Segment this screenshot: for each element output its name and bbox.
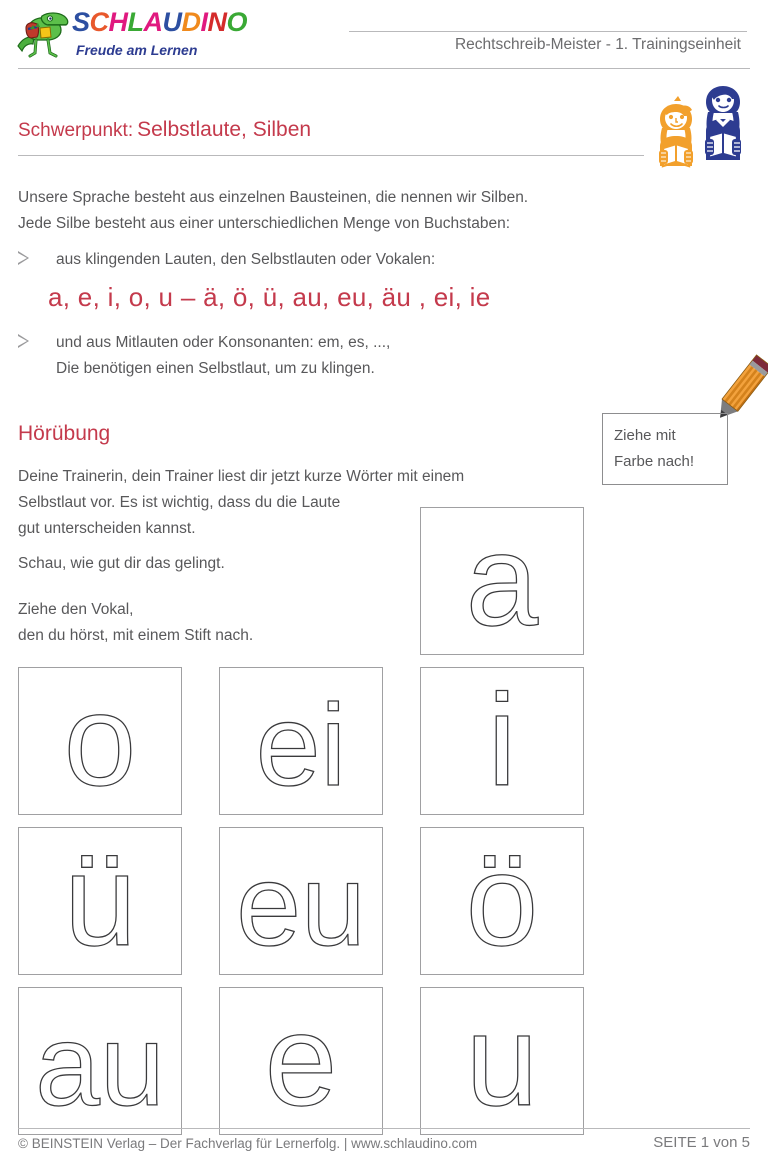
note-text bbox=[614, 423, 724, 475]
brand-letter-2: H bbox=[108, 7, 128, 37]
brand-letter-7: I bbox=[200, 7, 208, 37]
letter-glyph-ei: ei bbox=[255, 679, 347, 810]
brand-letter-4: A bbox=[143, 7, 163, 37]
brand-letter-5: U bbox=[162, 7, 182, 37]
letter-card-i[interactable] bbox=[420, 667, 584, 815]
focus-value: Selbstlaute, Silben bbox=[137, 118, 312, 141]
brand-letter-3: L bbox=[127, 7, 144, 37]
focus-heading bbox=[18, 118, 311, 142]
letter-card-o[interactable] bbox=[18, 667, 182, 815]
letter-card-ü[interactable] bbox=[18, 827, 182, 975]
intro-line-2: Jede Silbe besteht aus einer unterschiedlichen Menge von Buchstaben: bbox=[18, 215, 511, 232]
brand-wordmark bbox=[72, 9, 247, 36]
intro-paragraph bbox=[18, 185, 638, 237]
letter-glyph-eu: eu bbox=[236, 839, 366, 970]
brand-letter-6: D bbox=[181, 7, 201, 37]
brand-letter-0: S bbox=[72, 7, 90, 37]
exercise-p1-line-3: gut unterscheiden kannst. bbox=[18, 520, 196, 537]
triangle-bullet-icon bbox=[18, 251, 29, 265]
letter-card-e[interactable] bbox=[219, 987, 383, 1135]
letter-glyph-o: o bbox=[63, 668, 137, 813]
focus-divider bbox=[18, 155, 644, 156]
letter-card-au[interactable] bbox=[18, 987, 182, 1135]
letter-glyph-i: i bbox=[487, 668, 517, 813]
letter-card-u[interactable] bbox=[420, 987, 584, 1135]
brand-tagline: Freude am Lernen bbox=[76, 42, 198, 58]
header-divider-bottom bbox=[18, 68, 750, 69]
bullet-1-text: aus klingenden Lauten, den Selbstlauten oder Vokalen: bbox=[56, 251, 436, 268]
crocodile-icon bbox=[14, 6, 70, 64]
brand-letter-8: N bbox=[207, 7, 227, 37]
focus-label: Schwerpunkt: bbox=[18, 120, 134, 141]
bullet-item-vowels bbox=[18, 247, 718, 273]
exercise-p3-line-2: den du hörst, mit einem Stift nach. bbox=[18, 627, 254, 644]
letter-glyph-u: u bbox=[465, 988, 539, 1133]
two-children-reading-icon bbox=[648, 86, 754, 168]
exercise-p1-line-2: Selbstlaut vor. Es ist wichtig, dass du die Laute bbox=[18, 494, 341, 511]
letter-glyph-ö: ö bbox=[465, 828, 539, 973]
header-divider-top bbox=[349, 31, 747, 32]
letter-glyph-e: e bbox=[264, 988, 338, 1133]
note-line-2: Farbe nach! bbox=[614, 453, 695, 470]
letter-card-a[interactable] bbox=[420, 507, 584, 655]
exercise-p1-line-1: Deine Trainerin, dein Trainer liest dir jetzt kurze Wörter mit einem bbox=[18, 468, 465, 485]
brand-logo bbox=[14, 4, 264, 66]
letter-card-ö[interactable] bbox=[420, 827, 584, 975]
footer-copyright: © BEINSTEIN Verlag – Der Fachverlag für Lernerfolg. | www.schlaudino.com bbox=[18, 1136, 478, 1151]
vowel-list: a, e, i, o, u – ä, ö, ü, au, eu, äu , ei, ie bbox=[48, 282, 491, 312]
bullet-item-consonants bbox=[18, 330, 718, 382]
letter-card-ei[interactable] bbox=[219, 667, 383, 815]
exercise-p3-line-1: Ziehe den Vokal, bbox=[18, 601, 134, 618]
footer-divider bbox=[18, 1128, 750, 1129]
bullet-2-line-1: und aus Mitlauten oder Konsonanten: em, es, ..., bbox=[56, 334, 391, 351]
bullet-2-line-2: Die benötigen einen Selbstlaut, um zu klingen. bbox=[56, 360, 375, 377]
bullet-2-text bbox=[56, 330, 718, 382]
brand-letter-1: C bbox=[89, 7, 109, 37]
page-header bbox=[0, 0, 768, 78]
note-line-1: Ziehe mit bbox=[614, 427, 676, 444]
intro-line-1: Unsere Sprache besteht aus einzelnen Bausteinen, die nennen wir Silben. bbox=[18, 189, 529, 206]
footer-page-number: SEITE 1 von 5 bbox=[653, 1134, 750, 1151]
letter-glyph-au: au bbox=[35, 999, 165, 1130]
note-box bbox=[602, 413, 728, 485]
header-title: Rechtschreib-Meister - 1. Trainingseinheit bbox=[454, 36, 741, 53]
letter-glyph-a: a bbox=[465, 508, 539, 653]
letter-card-eu[interactable] bbox=[219, 827, 383, 975]
brand-letter-9: O bbox=[226, 7, 248, 37]
triangle-bullet-icon bbox=[18, 334, 29, 348]
exercise-title: Hörübung bbox=[18, 422, 111, 445]
letter-glyph-ü: ü bbox=[63, 828, 137, 973]
exercise-paragraph-2: Schau, wie gut dir das gelingt. bbox=[18, 555, 225, 572]
